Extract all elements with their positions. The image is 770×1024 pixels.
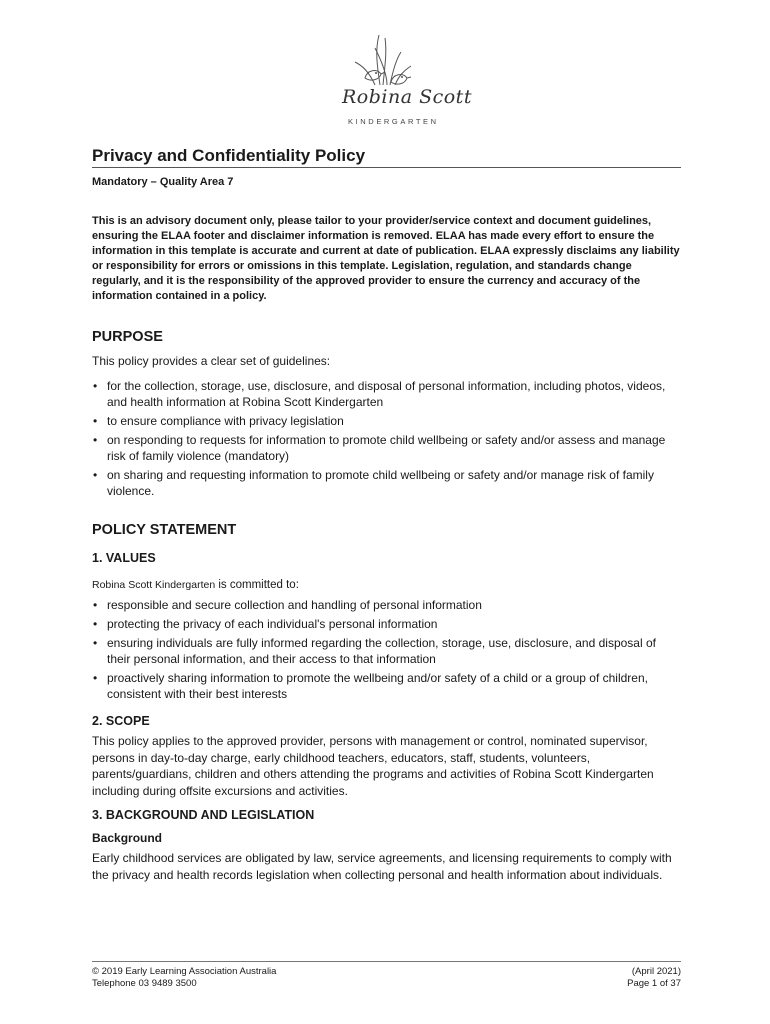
bullet-icon: • xyxy=(93,433,98,447)
bullet-icon: • xyxy=(93,617,98,631)
list-item: • to ensure compliance with privacy legislation xyxy=(93,414,344,428)
footer-left xyxy=(92,966,276,990)
scope-heading: 2. SCOPE xyxy=(92,714,150,728)
footer-page-number: Page 1 of 37 xyxy=(627,978,681,989)
page-title: Privacy and Confidentiality Policy xyxy=(92,146,366,165)
bullet-icon: • xyxy=(93,636,98,650)
list-item: • protecting the privacy of each individual's personal information xyxy=(93,617,438,631)
bullet-icon: • xyxy=(93,414,98,428)
bullet-icon: • xyxy=(93,468,98,482)
footer-telephone: Telephone 03 9489 3500 xyxy=(92,978,197,989)
footer-copyright: © 2019 Early Learning Association Australia xyxy=(92,966,277,977)
values-list xyxy=(92,597,682,705)
purpose-heading: PURPOSE xyxy=(92,329,163,345)
title-divider xyxy=(92,167,681,168)
list-item: • on sharing and requesting information to promote child wellbeing or safety and/or manage risk of family violence. xyxy=(93,468,654,498)
disclaimer-text: This is an advisory document only, please tailor to your provider/service context and document guidelines, ensuring the ELAA footer and disclaimer information is removed. ELAA has made every effort to ensure the information in this template is accurate and current at date of publication. ELAA expressly disclaims any liability or responsibility for errors or omissions in this template. Legislation, regulation, and standards change regularly, and it is the responsibility of the approved provider to ensure the currency and accuracy of the information contained in a policy. xyxy=(92,215,680,302)
logo-subtext: KINDERGARTEN xyxy=(348,117,439,126)
logo-script-text: Robina Scott xyxy=(342,86,472,108)
values-intro: Robina Scott Kindergarten is committed to: xyxy=(92,579,299,591)
footer-right xyxy=(627,966,681,990)
background-text: Early childhood services are obligated by law, service agreements, and licensing requirements to comply with the privacy and health records legislation when collecting personal and health information about individuals. xyxy=(92,851,672,882)
footer-date: (April 2021) xyxy=(631,966,681,977)
background-legislation-heading: 3. BACKGROUND AND LEGISLATION xyxy=(92,808,315,822)
bullet-icon: • xyxy=(93,671,98,685)
list-item: • proactively sharing information to promote the wellbeing and/or safety of a child or a group of children, consistent with their best interests xyxy=(93,671,648,701)
list-item: • responsible and secure collection and handling of personal information xyxy=(93,598,482,612)
bullet-icon: • xyxy=(93,379,98,393)
service-name: Robina Scott Kindergarten xyxy=(92,579,216,591)
bullet-icon: • xyxy=(93,598,98,612)
background-subheading: Background xyxy=(92,831,163,845)
page-subtitle: Mandatory – Quality Area 7 xyxy=(92,176,234,188)
list-item: • on responding to requests for information to promote child wellbeing or safety and/or assess and manage risk of family violence (mandatory) xyxy=(93,433,666,463)
list-item: • for the collection, storage, use, disclosure, and disposal of personal information, including photos, videos, and health information at Robina Scott Kindergarten xyxy=(93,379,666,409)
list-item: • ensuring individuals are fully informed regarding the collection, storage, use, disclosure, and disposal of their personal information, and their access to that information xyxy=(93,636,656,666)
policy-statement-heading: POLICY STATEMENT xyxy=(92,522,237,538)
purpose-intro: This policy provides a clear set of guidelines: xyxy=(92,354,331,368)
kindergarten-logo xyxy=(335,30,435,130)
values-heading: 1. VALUES xyxy=(92,551,156,565)
footer-divider xyxy=(92,961,681,962)
purpose-list xyxy=(92,378,682,502)
scope-text: This policy applies to the approved provider, persons with management or control, nominated supervisor, persons in day-to-day charge, early childhood teachers, educators, staff, students, volunteers, parents/guardians, children and others attending the programs and activities of Robina Scott Kindergarten including during offsite excursions and activities. xyxy=(92,734,654,798)
